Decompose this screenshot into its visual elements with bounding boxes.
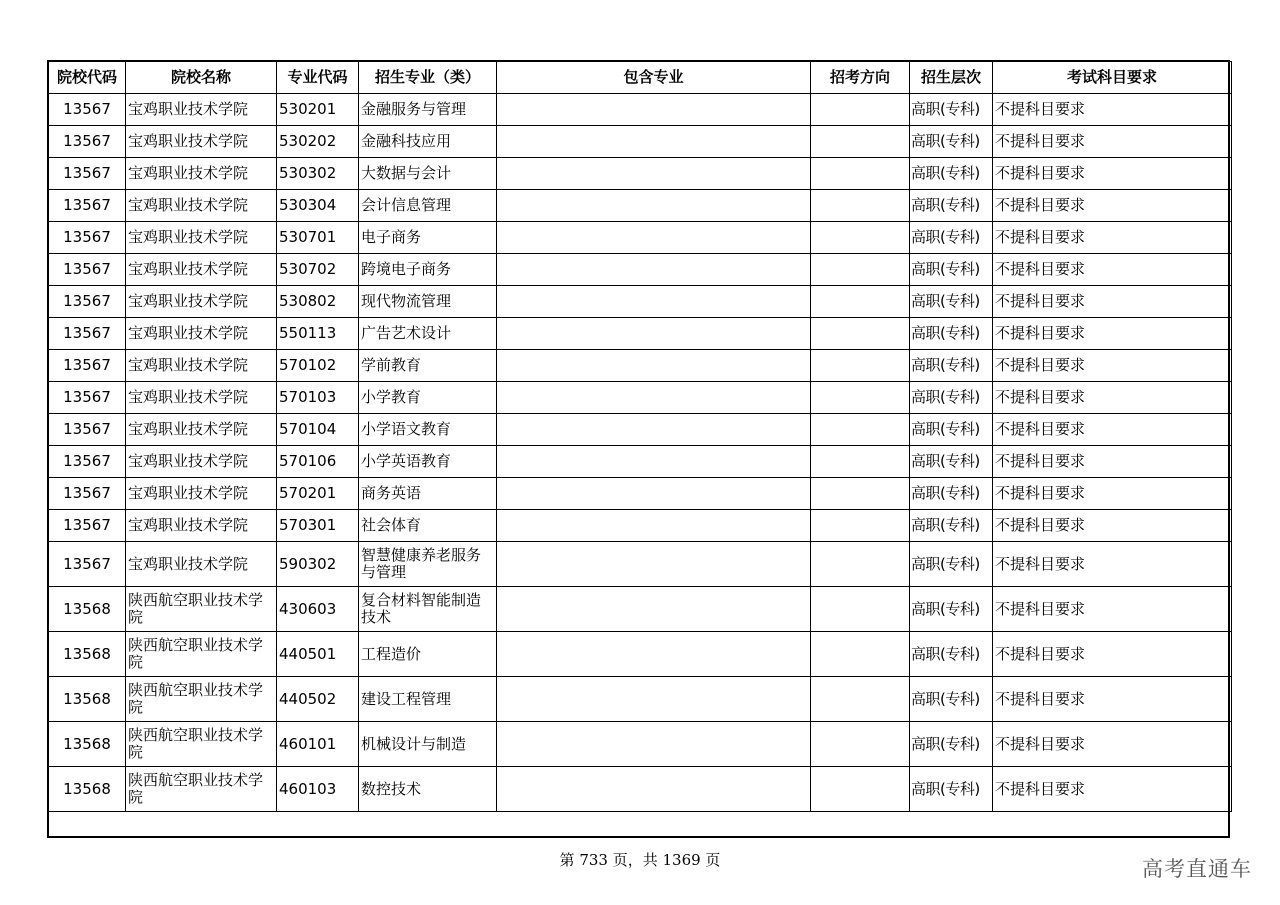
- cell-major: 广告艺术设计: [359, 318, 497, 350]
- cell-school-code: 13567: [49, 510, 126, 542]
- cell-subject-requirement: 不提科目要求: [993, 446, 1232, 478]
- table-row: [49, 767, 1232, 812]
- cell-direction: [811, 722, 910, 767]
- cell-subject-requirement: 不提科目要求: [993, 510, 1232, 542]
- cell-level: 高职(专科): [910, 414, 993, 446]
- cell-major-code: 530202: [277, 126, 359, 158]
- cell-level: 高职(专科): [910, 767, 993, 812]
- cell-major: 学前教育: [359, 350, 497, 382]
- cell-subject-requirement: 不提科目要求: [993, 158, 1232, 190]
- cell-level: 高职(专科): [910, 587, 993, 632]
- cell-included-majors: [497, 677, 811, 722]
- table-row: [49, 126, 1232, 158]
- cell-included-majors: [497, 382, 811, 414]
- cell-direction: [811, 677, 910, 722]
- cell-direction: [811, 222, 910, 254]
- cell-major: 大数据与会计: [359, 158, 497, 190]
- header-school-name: 院校名称: [126, 62, 277, 94]
- cell-major-code: 570103: [277, 382, 359, 414]
- cell-subject-requirement: 不提科目要求: [993, 126, 1232, 158]
- cell-included-majors: [497, 190, 811, 222]
- cell-included-majors: [497, 510, 811, 542]
- cell-included-majors: [497, 722, 811, 767]
- watermark: 高考直通车: [1142, 857, 1252, 881]
- cell-level: 高职(专科): [910, 318, 993, 350]
- cell-subject-requirement: 不提科目要求: [993, 190, 1232, 222]
- cell-major-code: 440501: [277, 632, 359, 677]
- table-row: [49, 190, 1232, 222]
- cell-level: 高职(专科): [910, 286, 993, 318]
- cell-direction: [811, 126, 910, 158]
- cell-school-name: 陕西航空职业技术学院: [126, 587, 277, 632]
- cell-school-code: 13567: [49, 478, 126, 510]
- cell-school-code: 13567: [49, 446, 126, 478]
- header-subject-requirement: 考试科目要求: [993, 62, 1232, 94]
- cell-major: 电子商务: [359, 222, 497, 254]
- table-row: [49, 722, 1232, 767]
- cell-major: 复合材料智能制造技术: [359, 587, 497, 632]
- cell-direction: [811, 446, 910, 478]
- cell-school-name: 宝鸡职业技术学院: [126, 126, 277, 158]
- cell-level: 高职(专科): [910, 254, 993, 286]
- cell-included-majors: [497, 446, 811, 478]
- table-row: [49, 382, 1232, 414]
- cell-school-name: 宝鸡职业技术学院: [126, 478, 277, 510]
- cell-school-name: 陕西航空职业技术学院: [126, 722, 277, 767]
- cell-school-name: 宝鸡职业技术学院: [126, 190, 277, 222]
- table-row: [49, 446, 1232, 478]
- cell-major: 小学英语教育: [359, 446, 497, 478]
- cell-major: 社会体育: [359, 510, 497, 542]
- cell-major-code: 530701: [277, 222, 359, 254]
- cell-subject-requirement: 不提科目要求: [993, 632, 1232, 677]
- cell-major: 会计信息管理: [359, 190, 497, 222]
- cell-school-code: 13568: [49, 722, 126, 767]
- cell-school-code: 13567: [49, 158, 126, 190]
- table-row: [49, 94, 1232, 126]
- cell-school-code: 13567: [49, 542, 126, 587]
- cell-included-majors: [497, 222, 811, 254]
- cell-included-majors: [497, 94, 811, 126]
- cell-level: 高职(专科): [910, 382, 993, 414]
- cell-included-majors: [497, 350, 811, 382]
- cell-school-name: 宝鸡职业技术学院: [126, 382, 277, 414]
- cell-school-code: 13568: [49, 767, 126, 812]
- cell-school-name: 宝鸡职业技术学院: [126, 510, 277, 542]
- cell-subject-requirement: 不提科目要求: [993, 222, 1232, 254]
- cell-school-code: 13567: [49, 318, 126, 350]
- cell-level: 高职(专科): [910, 126, 993, 158]
- cell-direction: [811, 158, 910, 190]
- cell-direction: [811, 254, 910, 286]
- cell-included-majors: [497, 158, 811, 190]
- cell-direction: [811, 632, 910, 677]
- cell-school-name: 宝鸡职业技术学院: [126, 318, 277, 350]
- cell-major-code: 460103: [277, 767, 359, 812]
- cell-major-code: 530304: [277, 190, 359, 222]
- table-row: [49, 222, 1232, 254]
- cell-school-name: 宝鸡职业技术学院: [126, 94, 277, 126]
- cell-subject-requirement: 不提科目要求: [993, 677, 1232, 722]
- cell-major-code: 550113: [277, 318, 359, 350]
- cell-school-code: 13567: [49, 350, 126, 382]
- cell-major-code: 590302: [277, 542, 359, 587]
- cell-direction: [811, 286, 910, 318]
- cell-subject-requirement: 不提科目要求: [993, 587, 1232, 632]
- cell-school-name: 宝鸡职业技术学院: [126, 414, 277, 446]
- cell-major: 跨境电子商务: [359, 254, 497, 286]
- cell-included-majors: [497, 478, 811, 510]
- cell-level: 高职(专科): [910, 722, 993, 767]
- table-row: [49, 510, 1232, 542]
- cell-school-name: 宝鸡职业技术学院: [126, 446, 277, 478]
- header-included-majors: 包含专业: [497, 62, 811, 94]
- cell-school-code: 13567: [49, 254, 126, 286]
- cell-major-code: 440502: [277, 677, 359, 722]
- cell-school-name: 宝鸡职业技术学院: [126, 350, 277, 382]
- cell-subject-requirement: 不提科目要求: [993, 722, 1232, 767]
- cell-included-majors: [497, 414, 811, 446]
- table-row: [49, 632, 1232, 677]
- cell-major: 智慧健康养老服务与管理: [359, 542, 497, 587]
- table-row: [49, 158, 1232, 190]
- header-school-code: 院校代码: [49, 62, 126, 94]
- cell-direction: [811, 414, 910, 446]
- cell-school-name: 宝鸡职业技术学院: [126, 254, 277, 286]
- cell-school-code: 13567: [49, 94, 126, 126]
- cell-major: 数控技术: [359, 767, 497, 812]
- admissions-table: [48, 61, 1232, 812]
- cell-major-code: 570102: [277, 350, 359, 382]
- header-major-code: 专业代码: [277, 62, 359, 94]
- cell-subject-requirement: 不提科目要求: [993, 767, 1232, 812]
- cell-level: 高职(专科): [910, 190, 993, 222]
- cell-major: 金融服务与管理: [359, 94, 497, 126]
- cell-major: 小学教育: [359, 382, 497, 414]
- cell-major-code: 530302: [277, 158, 359, 190]
- cell-level: 高职(专科): [910, 350, 993, 382]
- cell-major-code: 570301: [277, 510, 359, 542]
- cell-school-code: 13567: [49, 286, 126, 318]
- cell-direction: [811, 94, 910, 126]
- cell-major: 金融科技应用: [359, 126, 497, 158]
- cell-subject-requirement: 不提科目要求: [993, 382, 1232, 414]
- header-level: 招生层次: [910, 62, 993, 94]
- cell-included-majors: [497, 542, 811, 587]
- page-number: 第 733 页，共 1369 页: [559, 851, 721, 869]
- table-row: [49, 350, 1232, 382]
- cell-school-name: 陕西航空职业技术学院: [126, 632, 277, 677]
- cell-major-code: 530802: [277, 286, 359, 318]
- cell-major-code: 430603: [277, 587, 359, 632]
- cell-school-name: 陕西航空职业技术学院: [126, 677, 277, 722]
- table-row: [49, 286, 1232, 318]
- cell-direction: [811, 382, 910, 414]
- cell-major-code: 570106: [277, 446, 359, 478]
- cell-included-majors: [497, 587, 811, 632]
- table-row: [49, 478, 1232, 510]
- cell-included-majors: [497, 767, 811, 812]
- cell-major-code: 530201: [277, 94, 359, 126]
- cell-subject-requirement: 不提科目要求: [993, 478, 1232, 510]
- cell-direction: [811, 318, 910, 350]
- cell-major: 建设工程管理: [359, 677, 497, 722]
- table-row: [49, 318, 1232, 350]
- cell-major-code: 570201: [277, 478, 359, 510]
- cell-level: 高职(专科): [910, 478, 993, 510]
- cell-school-name: 宝鸡职业技术学院: [126, 286, 277, 318]
- cell-school-code: 13567: [49, 222, 126, 254]
- cell-subject-requirement: 不提科目要求: [993, 542, 1232, 587]
- cell-level: 高职(专科): [910, 158, 993, 190]
- header-major: 招生专业（类）: [359, 62, 497, 94]
- cell-major: 小学语文教育: [359, 414, 497, 446]
- cell-school-code: 13568: [49, 677, 126, 722]
- cell-school-name: 宝鸡职业技术学院: [126, 222, 277, 254]
- cell-school-code: 13567: [49, 382, 126, 414]
- cell-level: 高职(专科): [910, 542, 993, 587]
- cell-direction: [811, 542, 910, 587]
- cell-direction: [811, 767, 910, 812]
- cell-included-majors: [497, 254, 811, 286]
- cell-subject-requirement: 不提科目要求: [993, 350, 1232, 382]
- cell-level: 高职(专科): [910, 446, 993, 478]
- cell-subject-requirement: 不提科目要求: [993, 94, 1232, 126]
- cell-major-code: 570104: [277, 414, 359, 446]
- cell-subject-requirement: 不提科目要求: [993, 318, 1232, 350]
- cell-subject-requirement: 不提科目要求: [993, 286, 1232, 318]
- cell-direction: [811, 350, 910, 382]
- table-header-row: [49, 62, 1232, 94]
- cell-level: 高职(专科): [910, 677, 993, 722]
- cell-school-code: 13567: [49, 414, 126, 446]
- cell-included-majors: [497, 286, 811, 318]
- cell-subject-requirement: 不提科目要求: [993, 254, 1232, 286]
- cell-major: 机械设计与制造: [359, 722, 497, 767]
- cell-school-code: 13568: [49, 587, 126, 632]
- cell-school-name: 宝鸡职业技术学院: [126, 542, 277, 587]
- cell-level: 高职(专科): [910, 94, 993, 126]
- cell-school-name: 宝鸡职业技术学院: [126, 158, 277, 190]
- header-direction: 招考方向: [811, 62, 910, 94]
- cell-direction: [811, 478, 910, 510]
- cell-included-majors: [497, 126, 811, 158]
- cell-direction: [811, 587, 910, 632]
- table-row: [49, 542, 1232, 587]
- cell-level: 高职(专科): [910, 632, 993, 677]
- cell-level: 高职(专科): [910, 510, 993, 542]
- cell-subject-requirement: 不提科目要求: [993, 414, 1232, 446]
- cell-level: 高职(专科): [910, 222, 993, 254]
- cell-school-code: 13568: [49, 632, 126, 677]
- cell-major-code: 460101: [277, 722, 359, 767]
- cell-school-code: 13567: [49, 126, 126, 158]
- cell-included-majors: [497, 632, 811, 677]
- table-row: [49, 414, 1232, 446]
- cell-school-name: 陕西航空职业技术学院: [126, 767, 277, 812]
- cell-school-code: 13567: [49, 190, 126, 222]
- cell-major: 现代物流管理: [359, 286, 497, 318]
- cell-major-code: 530702: [277, 254, 359, 286]
- cell-direction: [811, 510, 910, 542]
- cell-major: 工程造价: [359, 632, 497, 677]
- table-row: [49, 587, 1232, 632]
- cell-included-majors: [497, 318, 811, 350]
- table-row: [49, 254, 1232, 286]
- table-row: [49, 677, 1232, 722]
- cell-major: 商务英语: [359, 478, 497, 510]
- cell-direction: [811, 190, 910, 222]
